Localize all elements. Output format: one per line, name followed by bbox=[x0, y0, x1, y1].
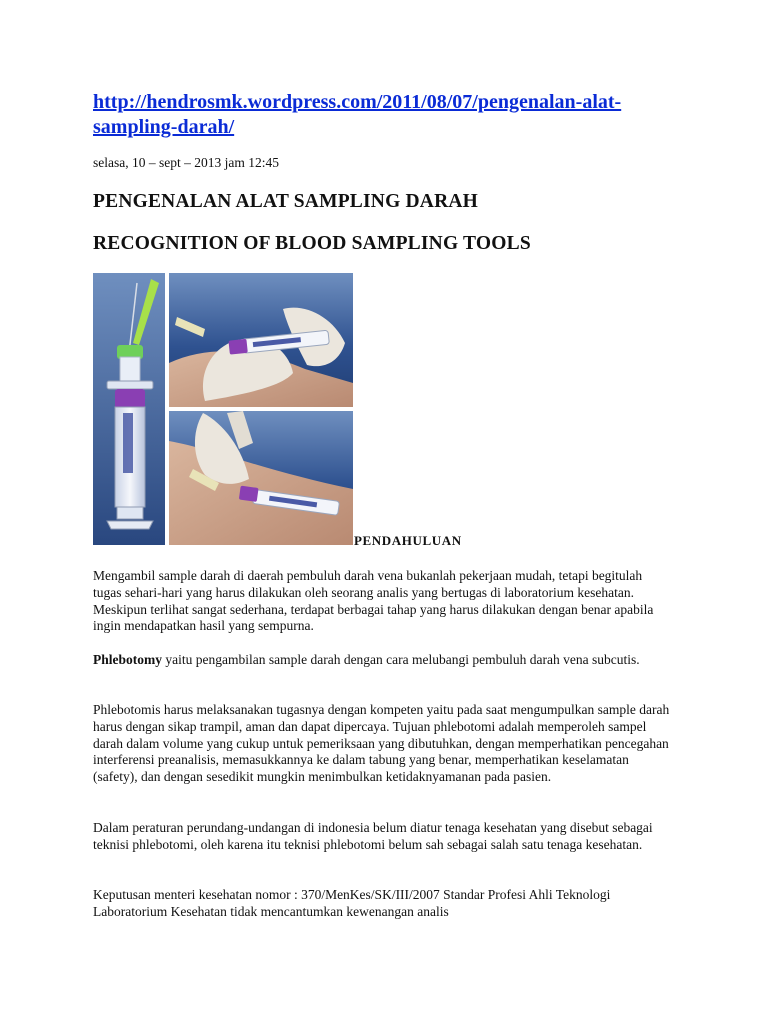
vacutainer-device-photo bbox=[93, 273, 165, 545]
section-heading-pendahuluan: PENDAHULUAN bbox=[354, 533, 462, 548]
paragraph-1: Mengambil sample darah di daerah pembuluh darah vena bukanlah pekerjaan mudah, tetapi begitulah tugas sehari-hari yang harus dilakukan oleh seorang analis yang bertugas di laboratorium kesehatan. Meskipun terlihat sangat sederhana, terdapat berbagai tahap yang harus dilakukan dengan benar apabila ingin mendapatkan hasil yang sempurna. bbox=[93, 568, 654, 634]
date-line: selasa, 10 – sept – 2013 jam 12:45 bbox=[93, 155, 279, 170]
term-phlebotomy: Phlebotomy bbox=[93, 652, 162, 667]
paragraph-2 bbox=[93, 652, 673, 669]
title-english: RECOGNITION OF BLOOD SAMPLING TOOLS bbox=[93, 233, 531, 254]
paragraph-5: Keputusan menteri kesehatan nomor : 370/MenKes/SK/III/2007 Standar Profesi Ahli Teknologi Laboratorium Kesehatan tidak mencantumkan kewenangan analis bbox=[93, 887, 611, 919]
source-link[interactable]: http://hendrosmk.wordpress.com/2011/08/07/pengenalan-alat-sampling-darah/ bbox=[93, 91, 622, 138]
paragraph-4: Dalam peraturan perundang-undangan di indonesia belum diatur tenaga kesehatan yang disebut sebagai teknisi phlebotomi, oleh karena itu teknisi phlebotomi belum sah sebagai salah satu tenaga kesehatan. bbox=[93, 820, 653, 852]
paragraph-3: Phlebotomis harus melaksanakan tugasnya dengan kompeten yaitu pada saat mengumpulkan sample darah harus dengan sikap trampil, aman dan dapat dipercaya. Tujuan phlebotomi adalah memperoleh sampel darah dalam volume yang cukup untuk pemeriksaan yang dibutuhkan, dengan memperhatikan pencegahan interferensi preanalisis, memasukkannya ke dalam tabung yang benar, memperhatikan keselamatan (safety), dan dengan sesedikit mungkin menimbulkan ketidaknyamanan pada pasien. bbox=[93, 702, 670, 785]
title-indonesian: PENGENALAN ALAT SAMPLING DARAH bbox=[93, 191, 479, 212]
photo-tube-filling bbox=[169, 411, 353, 545]
blood-sampling-illustration bbox=[93, 273, 353, 545]
paragraph-2-text: yaitu pengambilan sample darah dengan cara melubangi pembuluh darah vena subcutis. bbox=[162, 652, 640, 667]
photo-needle-insertion bbox=[169, 273, 353, 407]
